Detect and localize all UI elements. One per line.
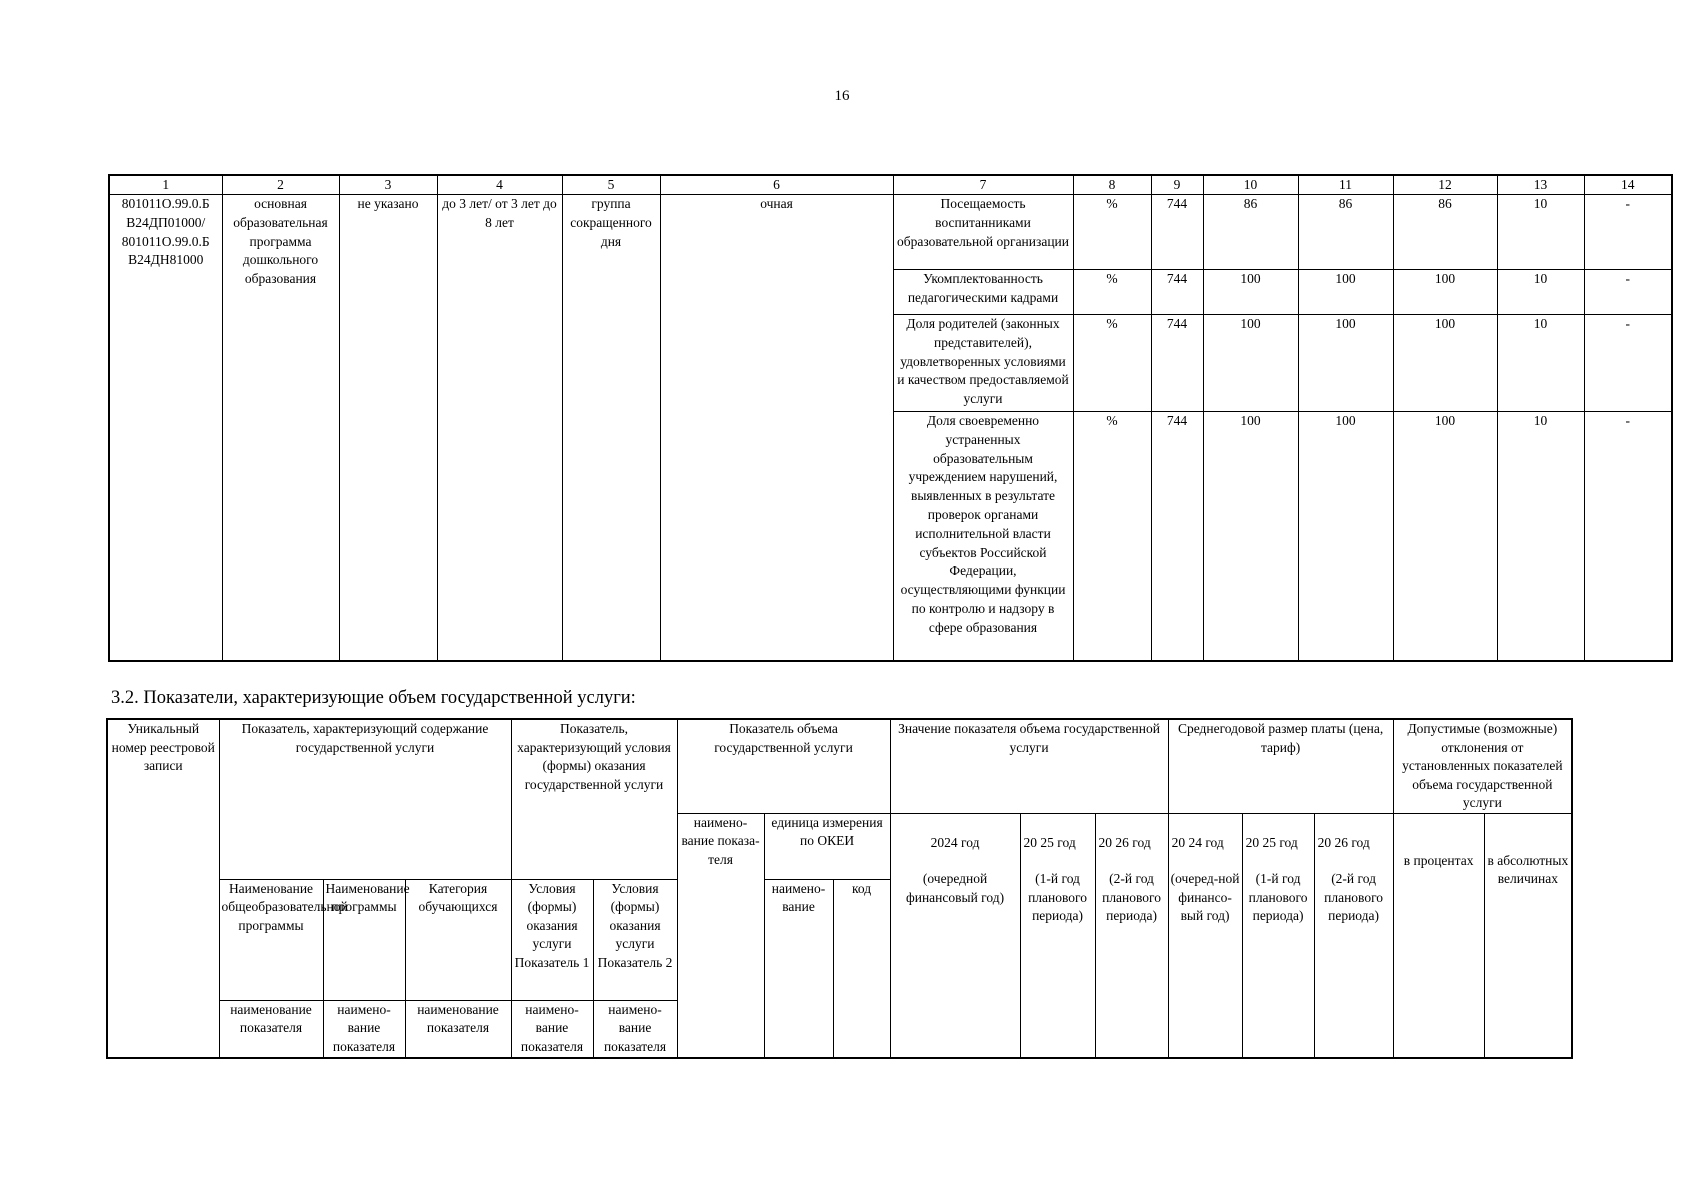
plan1-note: (1-й год планового периода)	[1028, 871, 1087, 923]
column-number: 10	[1203, 175, 1298, 195]
column-number: 14	[1584, 175, 1672, 195]
code-cell: 744	[1151, 195, 1203, 270]
deviation-absolute-cell: -	[1584, 412, 1672, 662]
deviation-percent-cell: 10	[1497, 412, 1584, 662]
table-row	[109, 195, 1672, 270]
year-2026-header	[1095, 813, 1168, 1058]
unit-code-header: код	[833, 879, 890, 1058]
column-number: 9	[1151, 175, 1203, 195]
value-2025-cell: 86	[1298, 195, 1393, 270]
value-2024-cell: 100	[1203, 270, 1298, 315]
fee-plan1-note: (1-й год планового периода)	[1248, 871, 1308, 923]
year-2024-label: 2024 год	[930, 834, 980, 850]
year-2025-label: 20 25 год	[1023, 834, 1076, 850]
indicator-name-cell: наименование показателя	[405, 1000, 511, 1058]
unique-number-header: Уникальный номер реестровой записи	[107, 719, 219, 1058]
indicator-name-cell: наимено-вание показателя	[323, 1000, 405, 1058]
conditions-indicator-header: Показатель, характеризующий условия (формы) оказания государственной услуги	[511, 719, 677, 879]
content-indicator-header: Показатель, характеризующий содержание государственной услуги	[219, 719, 511, 879]
fee-plan2-note: (2-й год планового периода)	[1324, 871, 1384, 923]
value-2024-cell: 100	[1203, 315, 1298, 412]
column-number: 1	[109, 175, 222, 195]
indicator-cell: Доля родителей (законных представителей), удовлетворенных условиями и качеством предоставляемой услуги	[893, 315, 1073, 412]
page-number: 16	[834, 88, 850, 104]
header-row	[107, 719, 1572, 813]
fee-2025-label: 20 25 год	[1245, 834, 1298, 850]
year-2026-label: 20 26 год	[1098, 834, 1151, 850]
code-cell: 744	[1151, 315, 1203, 412]
plan2-note: (2-й год планового периода)	[1102, 871, 1162, 923]
deviation-percent-cell: 10	[1497, 195, 1584, 270]
form-cell: очная	[660, 195, 893, 662]
unit-cell: %	[1073, 195, 1151, 270]
value-2025-cell: 100	[1298, 270, 1393, 315]
program-type-cell: не указано	[339, 195, 437, 662]
unit-cell: %	[1073, 315, 1151, 412]
column-number: 8	[1073, 175, 1151, 195]
code-cell: 744	[1151, 412, 1203, 662]
indicator-name-cell: наимено-вание показателя	[511, 1000, 593, 1058]
unit-name-header: наимено-вание	[764, 879, 833, 1058]
deviation-absolute-header: в абсолютных величинах	[1484, 813, 1572, 1058]
registry-number-cell: 801011О.99.0.Б В24ДП01000/ 801011О.99.0.Б В24ДН81000	[109, 195, 222, 662]
column-number: 13	[1497, 175, 1584, 195]
value-2026-cell: 100	[1393, 315, 1497, 412]
group-cell: группа сокращенного дня	[562, 195, 660, 662]
unit-cell: %	[1073, 270, 1151, 315]
fee-2025-header	[1242, 813, 1314, 1058]
column-number: 3	[339, 175, 437, 195]
condition1-header: Условия (формы) оказания услуги Показатель 1	[511, 879, 593, 1000]
value-2026-cell: 100	[1393, 270, 1497, 315]
fee-2026-header	[1314, 813, 1393, 1058]
program-cell: основная образовательная программа дошкольного образования	[222, 195, 339, 662]
fee-2024-header	[1168, 813, 1242, 1058]
column-number: 7	[893, 175, 1073, 195]
fee-header: Среднегодовой размер платы (цена, тариф)	[1168, 719, 1393, 813]
deviation-percent-header: в процентах	[1393, 813, 1484, 1058]
indicator-name-cell: наименование показателя	[219, 1000, 323, 1058]
value-2024-cell: 100	[1203, 412, 1298, 662]
age-category-cell: до 3 лет/ от 3 лет до 8 лет	[437, 195, 562, 662]
deviation-percent-cell: 10	[1497, 270, 1584, 315]
unit-cell: %	[1073, 412, 1151, 662]
program-header: Наименование программы	[323, 879, 405, 1000]
volume-indicators-table	[106, 718, 1573, 1059]
indicator-cell: Укомплектованность педагогическими кадрами	[893, 270, 1073, 315]
column-number: 6	[660, 175, 893, 195]
indicator-cell: Доля своевременно устраненных образовательным учреждением нарушений, выявленных в результате проверок органами исполнительной власти субъектов Российской Федерации, осуществляющими функции по контролю и надзору в сфере образования	[893, 412, 1073, 662]
volume-indicator-header: Показатель объема государственной услуги	[677, 719, 890, 813]
value-2024-cell: 86	[1203, 195, 1298, 270]
value-2026-cell: 86	[1393, 195, 1497, 270]
category-header: Категория обучающихся	[405, 879, 511, 1000]
quality-indicators-table	[108, 174, 1673, 662]
deviation-absolute-cell: -	[1584, 270, 1672, 315]
indicator-name-header: наимено-вание показа-теля	[677, 813, 764, 1058]
code-cell: 744	[1151, 270, 1203, 315]
fee-2024-label: 20 24 год	[1171, 834, 1224, 850]
unit-okei-header: единица измерения по ОКЕИ	[764, 813, 890, 879]
fee-2024-note: (очеред-ной финансо-вый год)	[1170, 871, 1240, 923]
value-2025-cell: 100	[1298, 315, 1393, 412]
year-2025-header	[1020, 813, 1095, 1058]
year-2024-header	[890, 813, 1020, 1058]
condition2-header: Условия (формы) оказания услуги Показатель 2	[593, 879, 677, 1000]
column-number-row	[109, 175, 1672, 195]
indicator-cell: Посещаемость воспитанниками образовательной организации	[893, 195, 1073, 270]
volume-value-header: Значение показателя объема государственной услуги	[890, 719, 1168, 813]
fee-2026-label: 20 26 год	[1317, 834, 1370, 850]
column-number: 11	[1298, 175, 1393, 195]
column-number: 2	[222, 175, 339, 195]
column-number: 5	[562, 175, 660, 195]
indicator-name-cell: наимено-вание показателя	[593, 1000, 677, 1058]
column-number: 12	[1393, 175, 1497, 195]
value-2025-cell: 100	[1298, 412, 1393, 662]
section-title: 3.2. Показатели, характеризующие объем государственной услуги:	[111, 688, 636, 708]
program-name-header: Наименование общеобразовательной программы	[219, 879, 323, 1000]
deviation-percent-cell: 10	[1497, 315, 1584, 412]
deviation-absolute-cell: -	[1584, 195, 1672, 270]
deviation-header: Допустимые (возможные) отклонения от установленных показателей объема государственной услуги	[1393, 719, 1572, 813]
value-2026-cell: 100	[1393, 412, 1497, 662]
deviation-absolute-cell: -	[1584, 315, 1672, 412]
year-2024-note: (очередной финансовый год)	[905, 871, 1005, 905]
column-number: 4	[437, 175, 562, 195]
